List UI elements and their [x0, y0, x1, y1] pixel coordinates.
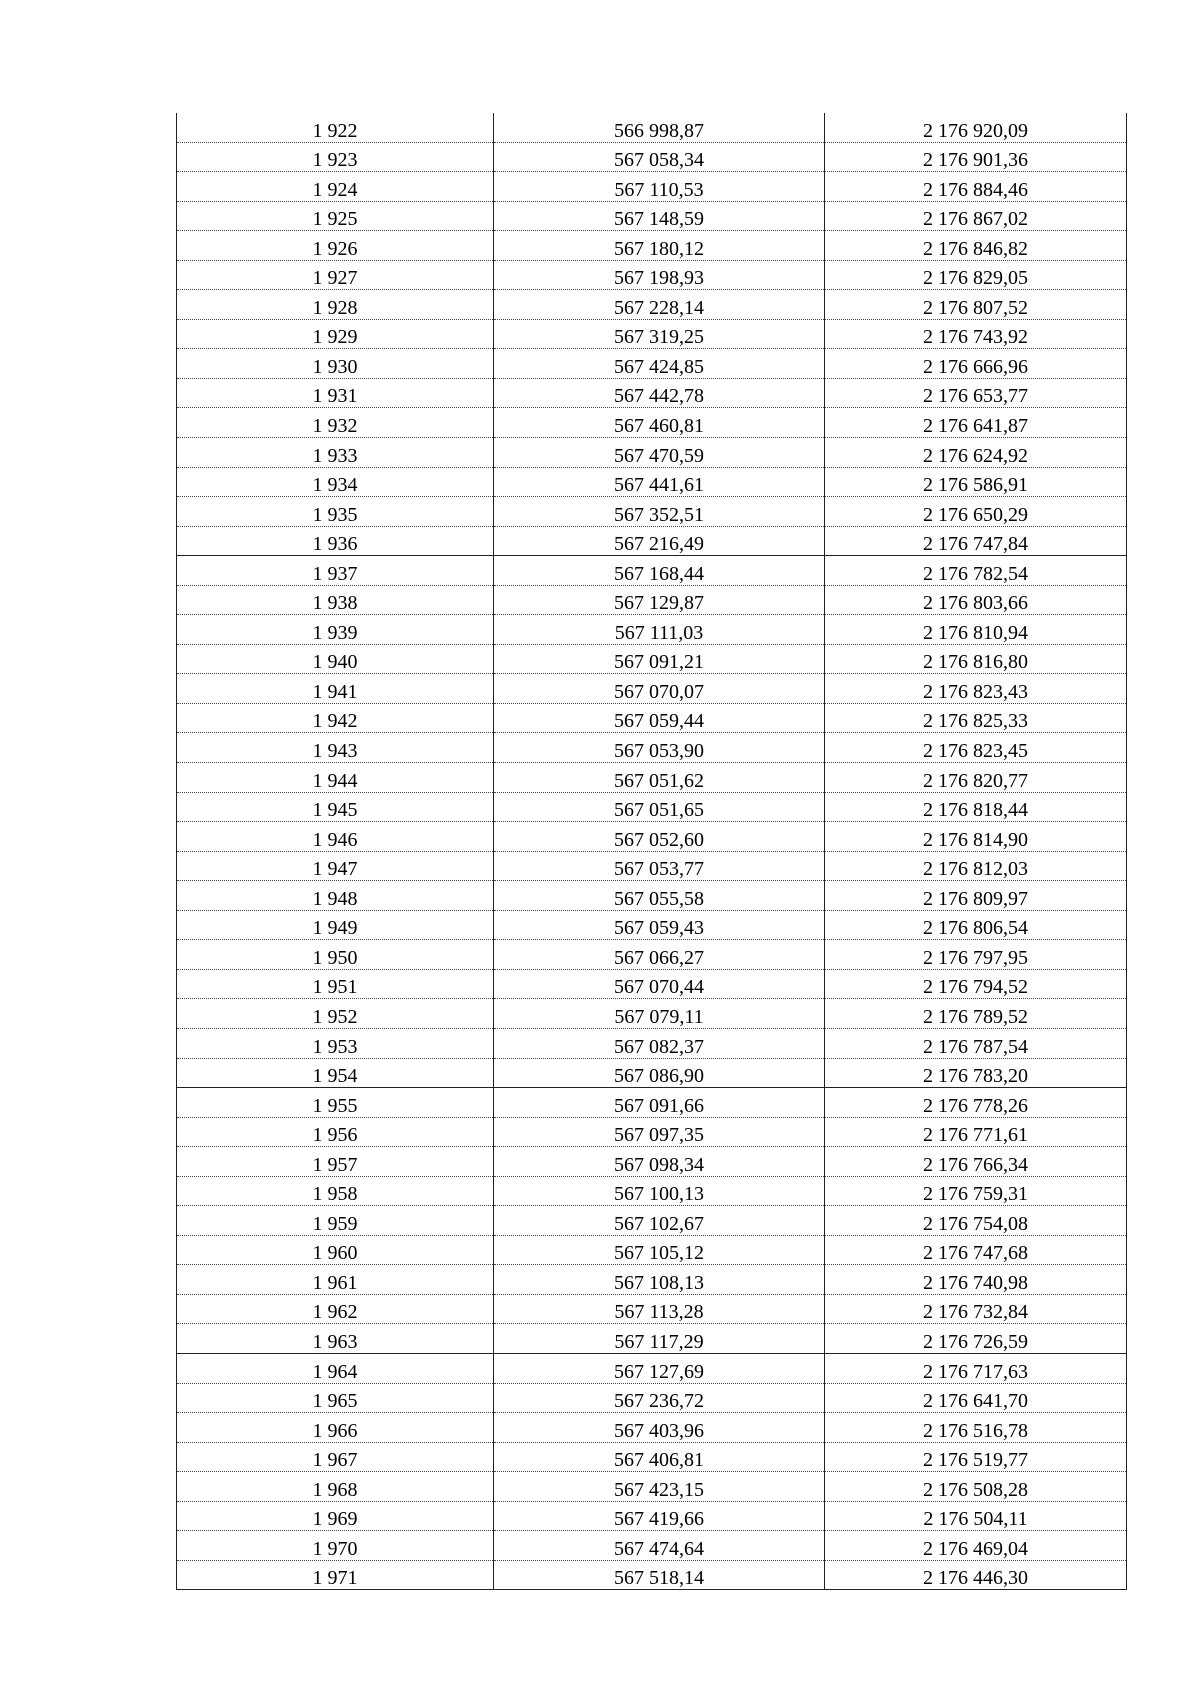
point-number-cell: 1 964 [177, 1353, 494, 1383]
point-number-cell: 1 931 [177, 378, 494, 408]
table-row [177, 290, 1127, 320]
point-number-cell: 1 963 [177, 1324, 494, 1354]
x-coordinate-cell: 567 180,12 [494, 231, 825, 261]
y-coordinate-cell: 2 176 516,78 [825, 1413, 1127, 1443]
point-number-cell: 1 959 [177, 1206, 494, 1236]
table-row [177, 1353, 1127, 1383]
table-row [177, 999, 1127, 1029]
table-row [177, 1058, 1127, 1088]
table-row [177, 1117, 1127, 1147]
y-coordinate-cell: 2 176 920,09 [825, 113, 1127, 142]
y-coordinate-cell: 2 176 810,94 [825, 615, 1127, 645]
y-coordinate-cell: 2 176 650,29 [825, 497, 1127, 527]
table-row [177, 497, 1127, 527]
table-row [177, 969, 1127, 999]
point-number-cell: 1 970 [177, 1531, 494, 1561]
x-coordinate-cell: 567 117,29 [494, 1324, 825, 1354]
y-coordinate-cell: 2 176 789,52 [825, 999, 1127, 1029]
x-coordinate-cell: 567 319,25 [494, 319, 825, 349]
y-coordinate-cell: 2 176 867,02 [825, 201, 1127, 231]
table-row [177, 1147, 1127, 1177]
point-number-cell: 1 930 [177, 349, 494, 379]
table-row [177, 1501, 1127, 1531]
x-coordinate-cell: 567 419,66 [494, 1501, 825, 1531]
point-number-cell: 1 938 [177, 585, 494, 615]
x-coordinate-cell: 567 168,44 [494, 556, 825, 586]
y-coordinate-cell: 2 176 778,26 [825, 1088, 1127, 1118]
x-coordinate-cell: 567 098,34 [494, 1147, 825, 1177]
table-row [177, 231, 1127, 261]
y-coordinate-cell: 2 176 816,80 [825, 644, 1127, 674]
point-number-cell: 1 949 [177, 910, 494, 940]
point-number-cell: 1 936 [177, 526, 494, 556]
table-row [177, 644, 1127, 674]
y-coordinate-cell: 2 176 901,36 [825, 142, 1127, 172]
point-number-cell: 1 933 [177, 438, 494, 468]
y-coordinate-cell: 2 176 818,44 [825, 792, 1127, 822]
table-row [177, 763, 1127, 793]
y-coordinate-cell: 2 176 783,20 [825, 1058, 1127, 1088]
table-row [177, 1235, 1127, 1265]
table-row [177, 526, 1127, 556]
point-number-cell: 1 927 [177, 260, 494, 290]
x-coordinate-cell: 567 079,11 [494, 999, 825, 1029]
table-row [177, 260, 1127, 290]
point-number-cell: 1 961 [177, 1265, 494, 1295]
point-number-cell: 1 955 [177, 1088, 494, 1118]
y-coordinate-cell: 2 176 653,77 [825, 378, 1127, 408]
point-number-cell: 1 948 [177, 881, 494, 911]
table-row [177, 703, 1127, 733]
y-coordinate-cell: 2 176 586,91 [825, 467, 1127, 497]
x-coordinate-cell: 567 070,07 [494, 674, 825, 704]
x-coordinate-cell: 567 127,69 [494, 1353, 825, 1383]
point-number-cell: 1 960 [177, 1235, 494, 1265]
x-coordinate-cell: 567 052,60 [494, 822, 825, 852]
y-coordinate-cell: 2 176 519,77 [825, 1442, 1127, 1472]
y-coordinate-cell: 2 176 666,96 [825, 349, 1127, 379]
table-row [177, 349, 1127, 379]
y-coordinate-cell: 2 176 803,66 [825, 585, 1127, 615]
point-number-cell: 1 967 [177, 1442, 494, 1472]
point-number-cell: 1 941 [177, 674, 494, 704]
y-coordinate-cell: 2 176 823,45 [825, 733, 1127, 763]
x-coordinate-cell: 567 474,64 [494, 1531, 825, 1561]
x-coordinate-cell: 567 470,59 [494, 438, 825, 468]
y-coordinate-cell: 2 176 747,68 [825, 1235, 1127, 1265]
y-coordinate-cell: 2 176 814,90 [825, 822, 1127, 852]
x-coordinate-cell: 567 403,96 [494, 1413, 825, 1443]
x-coordinate-cell: 567 082,37 [494, 1028, 825, 1058]
table-row [177, 851, 1127, 881]
table-row [177, 378, 1127, 408]
x-coordinate-cell: 567 086,90 [494, 1058, 825, 1088]
table-row [177, 1176, 1127, 1206]
table-row [177, 1531, 1127, 1561]
y-coordinate-cell: 2 176 726,59 [825, 1324, 1127, 1354]
point-number-cell: 1 923 [177, 142, 494, 172]
point-number-cell: 1 958 [177, 1176, 494, 1206]
x-coordinate-cell: 567 111,03 [494, 615, 825, 645]
y-coordinate-cell: 2 176 759,31 [825, 1176, 1127, 1206]
point-number-cell: 1 965 [177, 1383, 494, 1413]
point-number-cell: 1 944 [177, 763, 494, 793]
y-coordinate-cell: 2 176 787,54 [825, 1028, 1127, 1058]
point-number-cell: 1 953 [177, 1028, 494, 1058]
point-number-cell: 1 935 [177, 497, 494, 527]
x-coordinate-cell: 567 091,21 [494, 644, 825, 674]
point-number-cell: 1 942 [177, 703, 494, 733]
x-coordinate-cell: 567 236,72 [494, 1383, 825, 1413]
table-row [177, 172, 1127, 202]
point-number-cell: 1 934 [177, 467, 494, 497]
table-row [177, 940, 1127, 970]
x-coordinate-cell: 567 108,13 [494, 1265, 825, 1295]
point-number-cell: 1 946 [177, 822, 494, 852]
table-row [177, 822, 1127, 852]
point-number-cell: 1 937 [177, 556, 494, 586]
table-row [177, 674, 1127, 704]
table-row [177, 881, 1127, 911]
y-coordinate-cell: 2 176 825,33 [825, 703, 1127, 733]
x-coordinate-cell: 567 051,65 [494, 792, 825, 822]
table-row [177, 792, 1127, 822]
table-row [177, 408, 1127, 438]
y-coordinate-cell: 2 176 771,61 [825, 1117, 1127, 1147]
x-coordinate-cell: 567 102,67 [494, 1206, 825, 1236]
point-number-cell: 1 922 [177, 113, 494, 142]
point-number-cell: 1 939 [177, 615, 494, 645]
point-number-cell: 1 951 [177, 969, 494, 999]
point-number-cell: 1 971 [177, 1560, 494, 1590]
point-number-cell: 1 956 [177, 1117, 494, 1147]
point-number-cell: 1 962 [177, 1294, 494, 1324]
point-number-cell: 1 945 [177, 792, 494, 822]
table-row [177, 1472, 1127, 1502]
x-coordinate-cell: 567 129,87 [494, 585, 825, 615]
y-coordinate-cell: 2 176 641,87 [825, 408, 1127, 438]
point-number-cell: 1 952 [177, 999, 494, 1029]
coordinates-table-body [177, 113, 1127, 1590]
y-coordinate-cell: 2 176 797,95 [825, 940, 1127, 970]
x-coordinate-cell: 567 066,27 [494, 940, 825, 970]
y-coordinate-cell: 2 176 846,82 [825, 231, 1127, 261]
x-coordinate-cell: 567 105,12 [494, 1235, 825, 1265]
y-coordinate-cell: 2 176 743,92 [825, 319, 1127, 349]
point-number-cell: 1 924 [177, 172, 494, 202]
x-coordinate-cell: 566 998,87 [494, 113, 825, 142]
x-coordinate-cell: 567 053,90 [494, 733, 825, 763]
x-coordinate-cell: 567 352,51 [494, 497, 825, 527]
y-coordinate-cell: 2 176 732,84 [825, 1294, 1127, 1324]
x-coordinate-cell: 567 148,59 [494, 201, 825, 231]
x-coordinate-cell: 567 100,13 [494, 1176, 825, 1206]
point-number-cell: 1 925 [177, 201, 494, 231]
table-row [177, 733, 1127, 763]
x-coordinate-cell: 567 059,43 [494, 910, 825, 940]
x-coordinate-cell: 567 058,34 [494, 142, 825, 172]
y-coordinate-cell: 2 176 508,28 [825, 1472, 1127, 1502]
y-coordinate-cell: 2 176 829,05 [825, 260, 1127, 290]
point-number-cell: 1 969 [177, 1501, 494, 1531]
table-row [177, 467, 1127, 497]
table-row [177, 1294, 1127, 1324]
y-coordinate-cell: 2 176 740,98 [825, 1265, 1127, 1295]
y-coordinate-cell: 2 176 469,04 [825, 1531, 1127, 1561]
x-coordinate-cell: 567 441,61 [494, 467, 825, 497]
table-row [177, 142, 1127, 172]
y-coordinate-cell: 2 176 717,63 [825, 1353, 1127, 1383]
point-number-cell: 1 926 [177, 231, 494, 261]
table-row [177, 615, 1127, 645]
coordinates-table [176, 113, 1127, 1590]
x-coordinate-cell: 567 424,85 [494, 349, 825, 379]
x-coordinate-cell: 567 110,53 [494, 172, 825, 202]
y-coordinate-cell: 2 176 809,97 [825, 881, 1127, 911]
table-row [177, 1265, 1127, 1295]
y-coordinate-cell: 2 176 823,43 [825, 674, 1127, 704]
point-number-cell: 1 954 [177, 1058, 494, 1088]
point-number-cell: 1 968 [177, 1472, 494, 1502]
y-coordinate-cell: 2 176 641,70 [825, 1383, 1127, 1413]
y-coordinate-cell: 2 176 884,46 [825, 172, 1127, 202]
point-number-cell: 1 943 [177, 733, 494, 763]
y-coordinate-cell: 2 176 794,52 [825, 969, 1127, 999]
y-coordinate-cell: 2 176 624,92 [825, 438, 1127, 468]
y-coordinate-cell: 2 176 747,84 [825, 526, 1127, 556]
x-coordinate-cell: 567 216,49 [494, 526, 825, 556]
table-row [177, 201, 1127, 231]
y-coordinate-cell: 2 176 820,77 [825, 763, 1127, 793]
x-coordinate-cell: 567 113,28 [494, 1294, 825, 1324]
x-coordinate-cell: 567 053,77 [494, 851, 825, 881]
point-number-cell: 1 929 [177, 319, 494, 349]
x-coordinate-cell: 567 518,14 [494, 1560, 825, 1590]
table-row [177, 1442, 1127, 1472]
table-row [177, 1028, 1127, 1058]
point-number-cell: 1 940 [177, 644, 494, 674]
y-coordinate-cell: 2 176 754,08 [825, 1206, 1127, 1236]
table-row [177, 1383, 1127, 1413]
x-coordinate-cell: 567 460,81 [494, 408, 825, 438]
x-coordinate-cell: 567 059,44 [494, 703, 825, 733]
x-coordinate-cell: 567 097,35 [494, 1117, 825, 1147]
table-row [177, 113, 1127, 142]
point-number-cell: 1 947 [177, 851, 494, 881]
x-coordinate-cell: 567 055,58 [494, 881, 825, 911]
x-coordinate-cell: 567 091,66 [494, 1088, 825, 1118]
point-number-cell: 1 932 [177, 408, 494, 438]
x-coordinate-cell: 567 070,44 [494, 969, 825, 999]
x-coordinate-cell: 567 198,93 [494, 260, 825, 290]
table-row [177, 1324, 1127, 1354]
y-coordinate-cell: 2 176 782,54 [825, 556, 1127, 586]
document-page [176, 113, 1126, 1590]
point-number-cell: 1 966 [177, 1413, 494, 1443]
table-row [177, 556, 1127, 586]
y-coordinate-cell: 2 176 807,52 [825, 290, 1127, 320]
table-row [177, 1206, 1127, 1236]
y-coordinate-cell: 2 176 766,34 [825, 1147, 1127, 1177]
x-coordinate-cell: 567 423,15 [494, 1472, 825, 1502]
y-coordinate-cell: 2 176 504,11 [825, 1501, 1127, 1531]
x-coordinate-cell: 567 406,81 [494, 1442, 825, 1472]
y-coordinate-cell: 2 176 812,03 [825, 851, 1127, 881]
table-row [177, 1560, 1127, 1590]
point-number-cell: 1 928 [177, 290, 494, 320]
point-number-cell: 1 957 [177, 1147, 494, 1177]
table-row [177, 319, 1127, 349]
table-row [177, 585, 1127, 615]
table-row [177, 1088, 1127, 1118]
table-row [177, 910, 1127, 940]
table-row [177, 438, 1127, 468]
y-coordinate-cell: 2 176 446,30 [825, 1560, 1127, 1590]
point-number-cell: 1 950 [177, 940, 494, 970]
x-coordinate-cell: 567 051,62 [494, 763, 825, 793]
x-coordinate-cell: 567 442,78 [494, 378, 825, 408]
y-coordinate-cell: 2 176 806,54 [825, 910, 1127, 940]
x-coordinate-cell: 567 228,14 [494, 290, 825, 320]
table-row [177, 1413, 1127, 1443]
